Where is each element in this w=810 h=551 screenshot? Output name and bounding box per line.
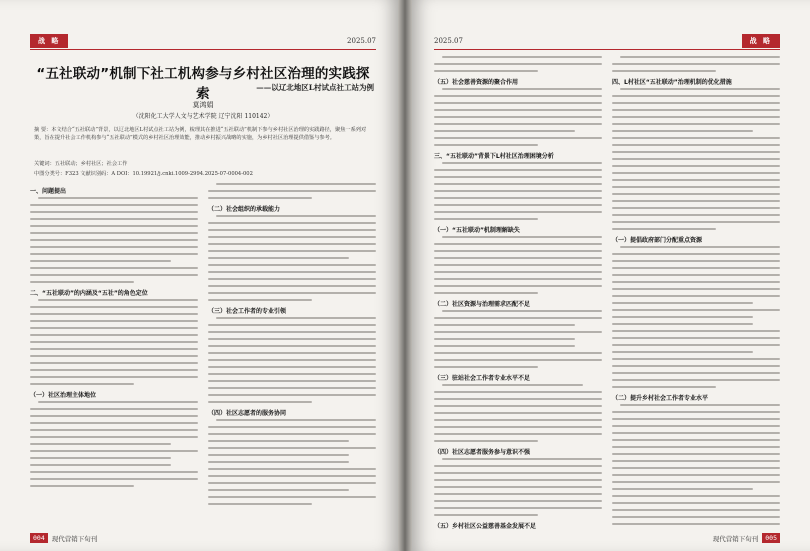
- body-text-line: [612, 495, 780, 497]
- body-text-line: [612, 200, 780, 202]
- section-tag: 战 略: [30, 34, 68, 48]
- body-text-line: [612, 323, 753, 325]
- body-text-line: [434, 465, 602, 467]
- body-text-line: [612, 446, 780, 448]
- book-gutter: [398, 0, 412, 551]
- body-text-line: [620, 88, 780, 90]
- body-text-line: [434, 102, 602, 104]
- body-text-line: [434, 338, 575, 340]
- page-number: 004: [30, 533, 48, 543]
- body-text-line: [434, 144, 538, 146]
- body-text-line: [612, 295, 780, 297]
- section-heading: 三、“五社联动”背景下L村社区治理困境分析: [434, 153, 554, 160]
- body-text-line: [208, 292, 376, 294]
- body-text-line: [612, 172, 780, 174]
- body-text-line: [434, 285, 602, 287]
- body-text-line: [612, 418, 780, 420]
- body-text-line: [434, 317, 602, 319]
- body-text-line: [208, 433, 376, 435]
- body-text-line: [30, 415, 198, 417]
- section-heading: 四、L村社区“五社联动”治理机制的优化措施: [612, 79, 732, 86]
- body-text-line: [612, 207, 780, 209]
- body-text-line: [208, 338, 376, 340]
- left-body: [30, 183, 376, 529]
- body-text-line: [38, 401, 198, 403]
- body-text-line: [434, 218, 538, 220]
- body-text-line: [434, 169, 602, 171]
- body-text-line: [208, 250, 376, 252]
- section-heading: （四）社区志愿者服务参与意识不强: [434, 449, 531, 456]
- body-text-line: [30, 422, 198, 424]
- body-text-line: [30, 211, 198, 213]
- body-text-line: [38, 197, 198, 199]
- body-text-line: [434, 95, 602, 97]
- body-text-line: [208, 222, 376, 224]
- body-text-line: [208, 190, 376, 192]
- body-text-line: [434, 479, 602, 481]
- body-text-line: [208, 482, 376, 484]
- body-text-line: [208, 324, 376, 326]
- body-text-line: [612, 523, 780, 525]
- body-text-line: [612, 274, 780, 276]
- body-text-line: [208, 496, 376, 498]
- abstract: 摘 要：本文结合“五社联动”背景，以辽北地区L村试点社工站为例，梳理其在推进“五社联动”机制下参与乡村社区治理的实践路径，聚焦一系列对策，旨在提升社会工作机构参与“五社联动”模式的乡村社区治理效能，推动乡村振兴战略的实施，为乡村社区治理提供借鉴与参考。: [34, 127, 367, 141]
- body-text-line: [208, 401, 312, 403]
- body-text-line: [612, 411, 780, 413]
- body-text-line: [612, 351, 753, 353]
- body-text-line: [434, 123, 602, 125]
- body-text-line: [442, 236, 602, 238]
- body-text-line: [612, 70, 716, 72]
- body-text-line: [434, 271, 602, 273]
- body-text-line: [434, 324, 575, 326]
- body-text-line: [434, 405, 602, 407]
- body-text-line: [434, 433, 602, 435]
- body-text-line: [612, 253, 780, 255]
- body-text-line: [612, 467, 780, 469]
- body-text-line: [612, 144, 780, 146]
- body-text-line: [612, 130, 753, 132]
- right-page: [412, 0, 810, 551]
- body-text-line: [612, 509, 780, 511]
- body-text-line: [434, 243, 602, 245]
- body-text-line: [434, 250, 602, 252]
- left-column-1: [30, 183, 198, 529]
- body-text-line: [30, 327, 198, 329]
- article-title: “五社联动”机制下社工机构参与乡村社区治理的实践探索: [36, 66, 370, 102]
- body-text-line: [442, 458, 602, 460]
- body-text-line: [208, 447, 376, 449]
- body-text-line: [434, 70, 538, 72]
- body-text-line: [208, 197, 312, 199]
- left-column-2: [208, 183, 376, 529]
- body-text-line: [434, 292, 538, 294]
- body-text-line: [208, 366, 376, 368]
- body-text-line: [30, 457, 171, 459]
- body-text-line: [434, 183, 602, 185]
- body-text-line: [30, 429, 198, 431]
- body-text-line: [30, 478, 198, 480]
- body-text-line: [434, 190, 602, 192]
- body-text-line: [208, 278, 376, 280]
- body-text-line: [30, 246, 198, 248]
- body-text-line: [208, 503, 312, 505]
- section-heading: （二）社区资源与治理需求匹配不足: [434, 301, 531, 308]
- body-text-line: [208, 236, 376, 238]
- body-text-line: [612, 344, 780, 346]
- body-text-line: [30, 464, 171, 466]
- body-text-line: [612, 116, 780, 118]
- body-text-line: [434, 345, 575, 347]
- body-text-line: [208, 394, 376, 396]
- body-text-line: [434, 507, 602, 509]
- body-text-line: [612, 260, 780, 262]
- body-text-line: [216, 215, 376, 217]
- body-text-line: [208, 440, 349, 442]
- body-text-line: [208, 380, 376, 382]
- body-text-line: [434, 359, 602, 361]
- body-text-line: [208, 285, 376, 287]
- right-column-2: [612, 56, 780, 529]
- section-heading: （四）社区志愿者的服务协同: [208, 410, 287, 417]
- body-text-line: [30, 471, 198, 473]
- body-text-line: [208, 426, 376, 428]
- body-text-line: [434, 352, 602, 354]
- body-text-line: [30, 376, 198, 378]
- body-text-line: [208, 271, 376, 273]
- article-subtitle: ——以辽北地区L村试点社工站为例: [256, 83, 374, 92]
- body-text-line: [434, 137, 602, 139]
- body-text-line: [612, 281, 780, 283]
- body-text-line: [612, 228, 716, 230]
- classification-info: 中图分类号：F323 文献识别码：A DOI：10.19921/j.cnki.1009-2994.2025-07-0004-002: [34, 171, 253, 177]
- right-body: [434, 56, 780, 529]
- body-text-line: [208, 359, 376, 361]
- section-heading: （二）提升乡村社会工作者专业水平: [612, 395, 709, 402]
- body-text-line: [30, 274, 198, 276]
- journal-name: 现代营销下旬刊: [51, 534, 98, 543]
- body-text-line: [434, 211, 602, 213]
- body-text-line: [612, 63, 780, 65]
- body-text-line: [30, 281, 134, 283]
- body-text-line: [434, 176, 602, 178]
- body-text-line: [612, 302, 753, 304]
- right-header: [434, 34, 780, 48]
- body-text-line: [612, 439, 780, 441]
- body-text-line: [612, 221, 780, 223]
- body-text-line: [434, 109, 602, 111]
- section-heading: 一、问题提出: [30, 188, 67, 195]
- body-text-line: [612, 267, 780, 269]
- body-text-line: [612, 137, 780, 139]
- body-text-line: [620, 404, 780, 406]
- body-text-line: [612, 179, 780, 181]
- author-name: 莫鸿娟: [192, 101, 214, 109]
- body-text-line: [442, 384, 583, 386]
- body-text-line: [30, 485, 134, 487]
- body-text-line: [434, 412, 602, 414]
- body-text-line: [434, 130, 575, 132]
- body-text-line: [434, 398, 602, 400]
- page-number: 005: [762, 533, 780, 543]
- section-heading: （五）社会慈善资源的聚合作用: [434, 79, 519, 86]
- section-heading: （五）乡村社区公益慈善基金发展不足: [434, 523, 537, 529]
- body-text-line: [30, 260, 171, 262]
- body-text-line: [208, 299, 312, 301]
- body-text-line: [612, 425, 780, 427]
- body-text-line: [38, 299, 198, 301]
- body-text-line: [612, 193, 780, 195]
- issue-date: 2025.07: [347, 37, 376, 45]
- body-text-line: [30, 436, 198, 438]
- section-heading: （三）社会工作者的专业引领: [208, 308, 287, 315]
- body-text-line: [434, 419, 602, 421]
- right-column-1: [434, 56, 602, 529]
- author-affiliation: （沈阳化工大学人文与艺术学院 辽宁沈阳 110142）: [132, 113, 274, 120]
- body-text-line: [612, 102, 780, 104]
- body-text-line: [442, 162, 602, 164]
- body-text-line: [208, 475, 376, 477]
- body-text-line: [434, 426, 602, 428]
- body-text-line: [612, 358, 780, 360]
- body-text-line: [208, 461, 349, 463]
- body-text-line: [30, 341, 198, 343]
- body-text-line: [612, 316, 753, 318]
- body-text-line: [434, 63, 602, 65]
- body-text-line: [30, 450, 198, 452]
- body-text-line: [30, 355, 198, 357]
- left-header: [30, 34, 376, 48]
- body-text-line: [612, 214, 780, 216]
- body-text-line: [434, 204, 602, 206]
- body-text-line: [30, 306, 198, 308]
- body-text-line: [208, 489, 349, 491]
- body-text-line: [208, 468, 376, 470]
- body-text-line: [30, 362, 198, 364]
- body-text-line: [30, 313, 198, 315]
- body-text-line: [434, 116, 602, 118]
- body-text-line: [30, 348, 198, 350]
- body-text-line: [208, 264, 376, 266]
- body-text-line: [208, 352, 376, 354]
- body-text-line: [434, 257, 602, 259]
- body-text-line: [30, 320, 198, 322]
- body-text-line: [612, 516, 780, 518]
- body-text-line: [612, 365, 780, 367]
- body-text-line: [208, 387, 376, 389]
- body-text-line: [30, 267, 198, 269]
- body-text-line: [612, 432, 780, 434]
- body-text-line: [208, 331, 376, 333]
- body-text-line: [434, 486, 602, 488]
- body-text-line: [434, 472, 602, 474]
- body-text-line: [612, 123, 780, 125]
- body-text-line: [612, 453, 780, 455]
- left-footer: [30, 533, 97, 543]
- body-text-line: [612, 109, 780, 111]
- body-text-line: [216, 183, 376, 185]
- body-text-line: [208, 243, 376, 245]
- body-text-line: [434, 500, 602, 502]
- body-text-line: [434, 493, 602, 495]
- body-text-line: [434, 391, 602, 393]
- issue-date: 2025.07: [434, 37, 463, 45]
- body-text-line: [434, 366, 538, 368]
- body-text-line: [208, 345, 376, 347]
- body-text-line: [434, 440, 538, 442]
- left-page: [0, 0, 398, 551]
- body-text-line: [30, 383, 134, 385]
- body-text-line: [30, 443, 171, 445]
- body-text-line: [208, 454, 349, 456]
- section-heading: 二、“五社联动”的内涵及“五社”的角色定位: [30, 290, 148, 297]
- body-text-line: [612, 460, 780, 462]
- body-text-line: [612, 379, 780, 381]
- keywords: 关键词：五社联动；乡村社区；社会工作: [34, 161, 128, 167]
- body-text-line: [612, 372, 780, 374]
- body-text-line: [620, 56, 780, 58]
- body-text-line: [612, 288, 780, 290]
- body-text-line: [30, 408, 198, 410]
- body-text-line: [442, 310, 602, 312]
- body-text-line: [30, 239, 198, 241]
- body-text-line: [612, 151, 780, 153]
- right-footer: [713, 533, 780, 543]
- body-text-line: [442, 56, 602, 58]
- body-text-line: [612, 330, 780, 332]
- body-text-line: [30, 334, 198, 336]
- body-text-line: [208, 257, 349, 259]
- body-text-line: [612, 309, 780, 311]
- section-heading: （一）提倡政府部门分配重点资源: [612, 237, 703, 244]
- body-text-line: [30, 232, 198, 234]
- body-text-line: [612, 95, 780, 97]
- body-text-line: [620, 246, 780, 248]
- body-text-line: [434, 278, 602, 280]
- section-tag: 战 略: [742, 34, 780, 48]
- section-heading: （一）“五社联动”机制理解缺失: [434, 227, 520, 234]
- body-text-line: [434, 264, 602, 266]
- body-text-line: [612, 386, 716, 388]
- header-rule: [30, 49, 376, 50]
- body-text-line: [208, 229, 376, 231]
- section-heading: （二）社会组织的承载能力: [208, 206, 281, 213]
- body-text-line: [216, 317, 376, 319]
- body-text-line: [216, 419, 376, 421]
- body-text-line: [612, 158, 780, 160]
- body-text-line: [30, 253, 198, 255]
- body-text-line: [612, 474, 780, 476]
- body-text-line: [612, 488, 753, 490]
- body-text-line: [434, 331, 602, 333]
- body-text-line: [30, 204, 198, 206]
- journal-name: 现代营销下旬刊: [712, 534, 759, 543]
- body-text-line: [30, 225, 198, 227]
- body-text-line: [612, 481, 780, 483]
- body-text-line: [208, 373, 376, 375]
- body-text-line: [434, 197, 602, 199]
- body-text-line: [612, 502, 780, 504]
- body-text-line: [612, 186, 780, 188]
- body-text-line: [612, 337, 780, 339]
- header-rule: [434, 49, 780, 50]
- body-text-line: [30, 218, 198, 220]
- body-text-line: [30, 369, 198, 371]
- body-text-line: [442, 88, 602, 90]
- body-text-line: [612, 165, 780, 167]
- section-heading: （一）社区治理主体地位: [30, 392, 97, 399]
- body-text-line: [434, 514, 538, 516]
- section-heading: （三）驻站社会工作者专业水平不足: [434, 375, 531, 382]
